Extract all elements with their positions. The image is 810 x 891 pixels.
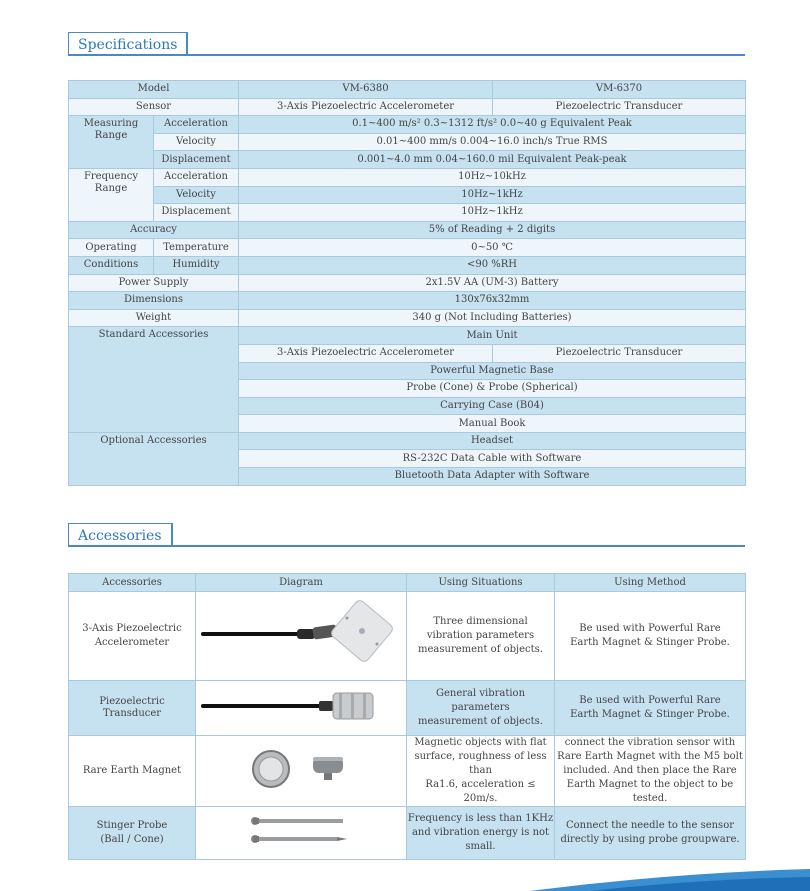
accuracy-value: 5% of Reading + 2 digits: [239, 221, 746, 239]
accessories-table: [68, 573, 746, 860]
footer-swoosh: [530, 869, 810, 891]
using-method: Be used with Powerful Rare Earth Magnet & Stinger Probe.: [555, 592, 746, 681]
optional-item: Bluetooth Data Adapter with Software: [239, 468, 746, 486]
temperature-value: 0~50 ℃: [239, 239, 746, 257]
conditions-label: Conditions: [69, 256, 154, 274]
table-row: [69, 681, 746, 736]
accessory-name: 3-Axis Piezoelectric Accelerometer: [69, 592, 196, 681]
weight-value: 340 g (Not Including Batteries): [239, 309, 746, 327]
frequency-range-label: Frequency Range: [69, 168, 154, 221]
transducer-image: [201, 681, 401, 731]
model-label: Model: [69, 81, 239, 99]
optional-item: RS-232C Data Cable with Software: [239, 450, 746, 468]
specifications-title: Specifications: [68, 32, 188, 56]
measuring-displacement-label: Displacement: [154, 151, 239, 169]
diagram-cell: [196, 807, 407, 860]
standard-sensor-a: 3-Axis Piezoelectric Accelerometer: [239, 344, 493, 362]
standard-item: Probe (Cone) & Probe (Spherical): [239, 380, 746, 398]
dimensions-value: 130x76x32mm: [239, 292, 746, 310]
measuring-range-label: Measuring Range: [69, 116, 154, 169]
accessory-name: Stinger Probe (Ball / Cone): [69, 807, 196, 860]
accessories-rule: [164, 545, 745, 547]
measuring-velocity-value: 0.01~400 mm/s 0.004~16.0 inch/s True RMS: [239, 133, 746, 151]
accelerometer-image: [201, 592, 401, 676]
frequency-displacement-value: 10Hz~1kHz: [239, 204, 746, 222]
measuring-acceleration-label: Acceleration: [154, 116, 239, 134]
specifications-rule: [176, 54, 745, 56]
temperature-label: Temperature: [154, 239, 239, 257]
frequency-displacement-label: Displacement: [154, 204, 239, 222]
using-situation: Magnetic objects with flat surface, roughness of less than Ra1.6, acceleration ≤ 20m/s.: [407, 736, 555, 807]
standard-accessories-label: Standard Accessories: [69, 327, 239, 433]
frequency-velocity-label: Velocity: [154, 186, 239, 204]
sensor-b: Piezoelectric Transducer: [493, 98, 746, 116]
magnet-image: [201, 739, 401, 799]
sensor-label: Sensor: [69, 98, 239, 116]
using-situation: General vibration parameters measurement of objects.: [407, 681, 555, 736]
accessories-title: Accessories: [68, 523, 173, 547]
header-diagram: Diagram: [196, 574, 407, 592]
standard-sensor-b: Piezoelectric Transducer: [493, 344, 746, 362]
power-value: 2x1.5V AA (UM-3) Battery: [239, 274, 746, 292]
header-using-method: Using Method: [555, 574, 746, 592]
using-situation: Three dimensional vibration parameters measurement of objects.: [407, 592, 555, 681]
model-b: VM-6370: [493, 81, 746, 99]
standard-main-unit: Main Unit: [239, 327, 746, 345]
measuring-acceleration-value: 0.1~400 m/s² 0.3~1312 ft/s² 0.0~40 g Equivalent Peak: [239, 116, 746, 134]
header-accessories: Accessories: [69, 574, 196, 592]
standard-item: Powerful Magnetic Base: [239, 362, 746, 380]
standard-item: Carrying Case (B04): [239, 397, 746, 415]
optional-accessories-label: Optional Accessories: [69, 432, 239, 485]
optional-item: Headset: [239, 432, 746, 450]
model-a: VM-6380: [239, 81, 493, 99]
table-row: [69, 807, 746, 860]
humidity-value: <90 %RH: [239, 256, 746, 274]
accessory-name: Rare Earth Magnet: [69, 736, 196, 807]
using-method: connect the vibration sensor with Rare Earth Magnet with the M5 bolt included. And then place the Rare Earth Magnet to the object to be tested.: [555, 736, 746, 807]
power-label: Power Supply: [69, 274, 239, 292]
dimensions-label: Dimensions: [69, 292, 239, 310]
weight-label: Weight: [69, 309, 239, 327]
table-row: [69, 592, 746, 681]
specifications-table: [68, 80, 746, 486]
diagram-cell: [196, 592, 407, 681]
stinger-probe-image: [201, 807, 401, 855]
using-method: Connect the needle to the sensor directly by using probe groupware.: [555, 807, 746, 860]
accuracy-label: Accuracy: [69, 221, 239, 239]
humidity-label: Humidity: [154, 256, 239, 274]
accessory-name: Piezoelectric Transducer: [69, 681, 196, 736]
using-situation: Frequency is less than 1KHz and vibration energy is not small.: [407, 807, 555, 860]
header-using-situations: Using Situations: [407, 574, 555, 592]
measuring-velocity-label: Velocity: [154, 133, 239, 151]
frequency-acceleration-label: Acceleration: [154, 168, 239, 186]
diagram-cell: [196, 681, 407, 736]
sensor-a: 3-Axis Piezoelectric Accelerometer: [239, 98, 493, 116]
table-row: [69, 736, 746, 807]
using-method: Be used with Powerful Rare Earth Magnet & Stinger Probe.: [555, 681, 746, 736]
standard-item: Manual Book: [239, 415, 746, 433]
frequency-velocity-value: 10Hz~1kHz: [239, 186, 746, 204]
operating-label: Operating: [69, 239, 154, 257]
frequency-acceleration-value: 10Hz~10kHz: [239, 168, 746, 186]
diagram-cell: [196, 736, 407, 807]
measuring-displacement-value: 0.001~4.0 mm 0.04~160.0 mil Equivalent Peak-peak: [239, 151, 746, 169]
